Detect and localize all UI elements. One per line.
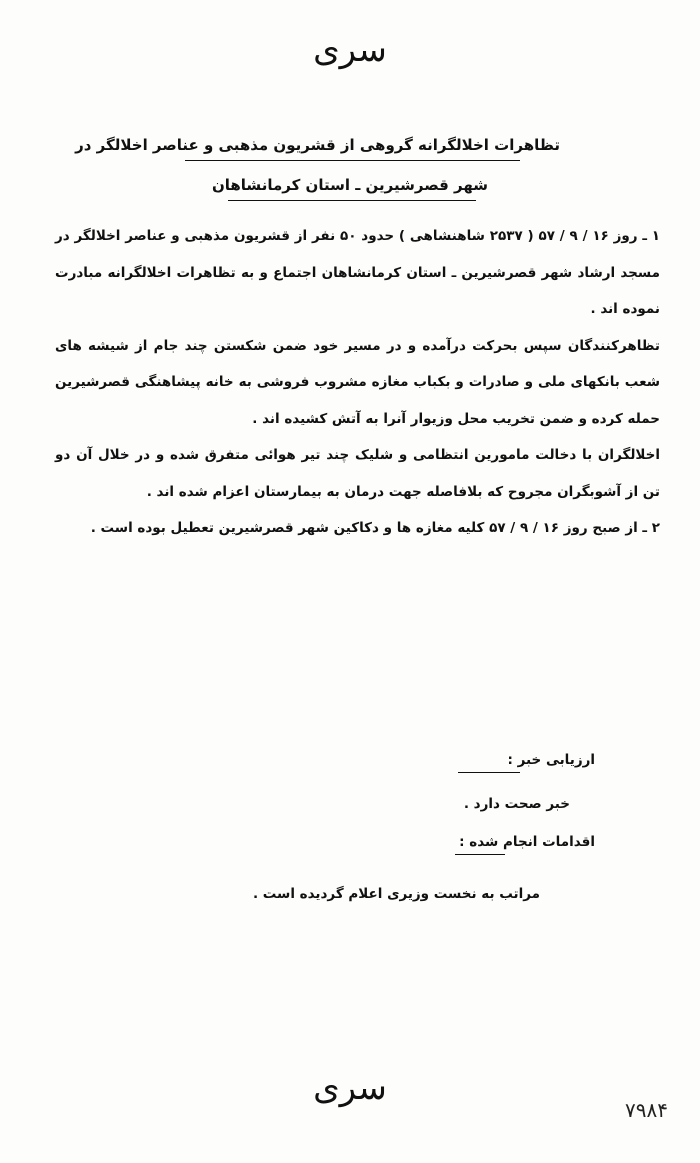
- title-underline-1: [185, 160, 520, 161]
- body-paragraph: تظاهرکنندگان سپس بحرکت درآمده و در مسیر خود ضمن شکستن چند جام از شیشه های شعب بانکهای ملی و صادرات و بکباب مغازه مشروب فروشی به خانه پیشاهنگی قصرشیرین حمله کرده و ضمن تخریب محل وزیوار آنرا به آتش کشیده اند .: [55, 337, 660, 427]
- evaluation-value: خبر صحت دارد .: [463, 796, 570, 812]
- report-title-line-1: تظاهرات اخلالگرانه گروهی از قشریون مذهبی و عناصر اخلالگر در: [75, 136, 560, 154]
- body-paragraph: اخلالگران با دخالت مامورین انتظامی و شلیک چند تیر هوائی متفرق شده و در خلال آن دو تن از آشوبگران مجروح که بلافاصله جهت درمان به بیمارستان اعزام شده اند .: [55, 447, 660, 500]
- body-paragraph: ۲ ـ از صبح روز ۱۶ / ۹ / ۵۷ کلیه مغازه ها و دکاکین شهر قصرشیرین تعطیل بوده است .: [90, 520, 660, 536]
- actions-label-underline: [455, 854, 505, 855]
- evaluation-label: ارزیابی خبر :: [507, 752, 595, 768]
- evaluation-label-underline: [458, 772, 520, 773]
- report-title-line-2: شهر قصرشیرین ـ استان کرمانشاهان: [211, 176, 489, 194]
- classification-mark-bottom: سری: [313, 1068, 387, 1108]
- actions-value: مراتب به نخست وزیری اعلام گردیده است .: [252, 886, 540, 902]
- document-number: ۷۹۸۴: [625, 1098, 668, 1122]
- title-underline-2: [228, 200, 476, 201]
- classification-mark-top: سری: [313, 30, 387, 70]
- actions-label: اقدامات انجام شده :: [459, 834, 595, 850]
- body-paragraph: ۱ ـ روز ۱۶ / ۹ / ۵۷ ( ۲۵۳۷ شاهنشاهی ) حدود ۵۰ نفر از قشریون مذهبی و عناصر اخلالگر در مسجد ارشاد شهر قصرشیرین ـ استان کرمانشاهان اجتماع و به تظاهرات اخلالگرانه مبادرت نموده اند .: [55, 228, 660, 317]
- report-body: [55, 218, 660, 547]
